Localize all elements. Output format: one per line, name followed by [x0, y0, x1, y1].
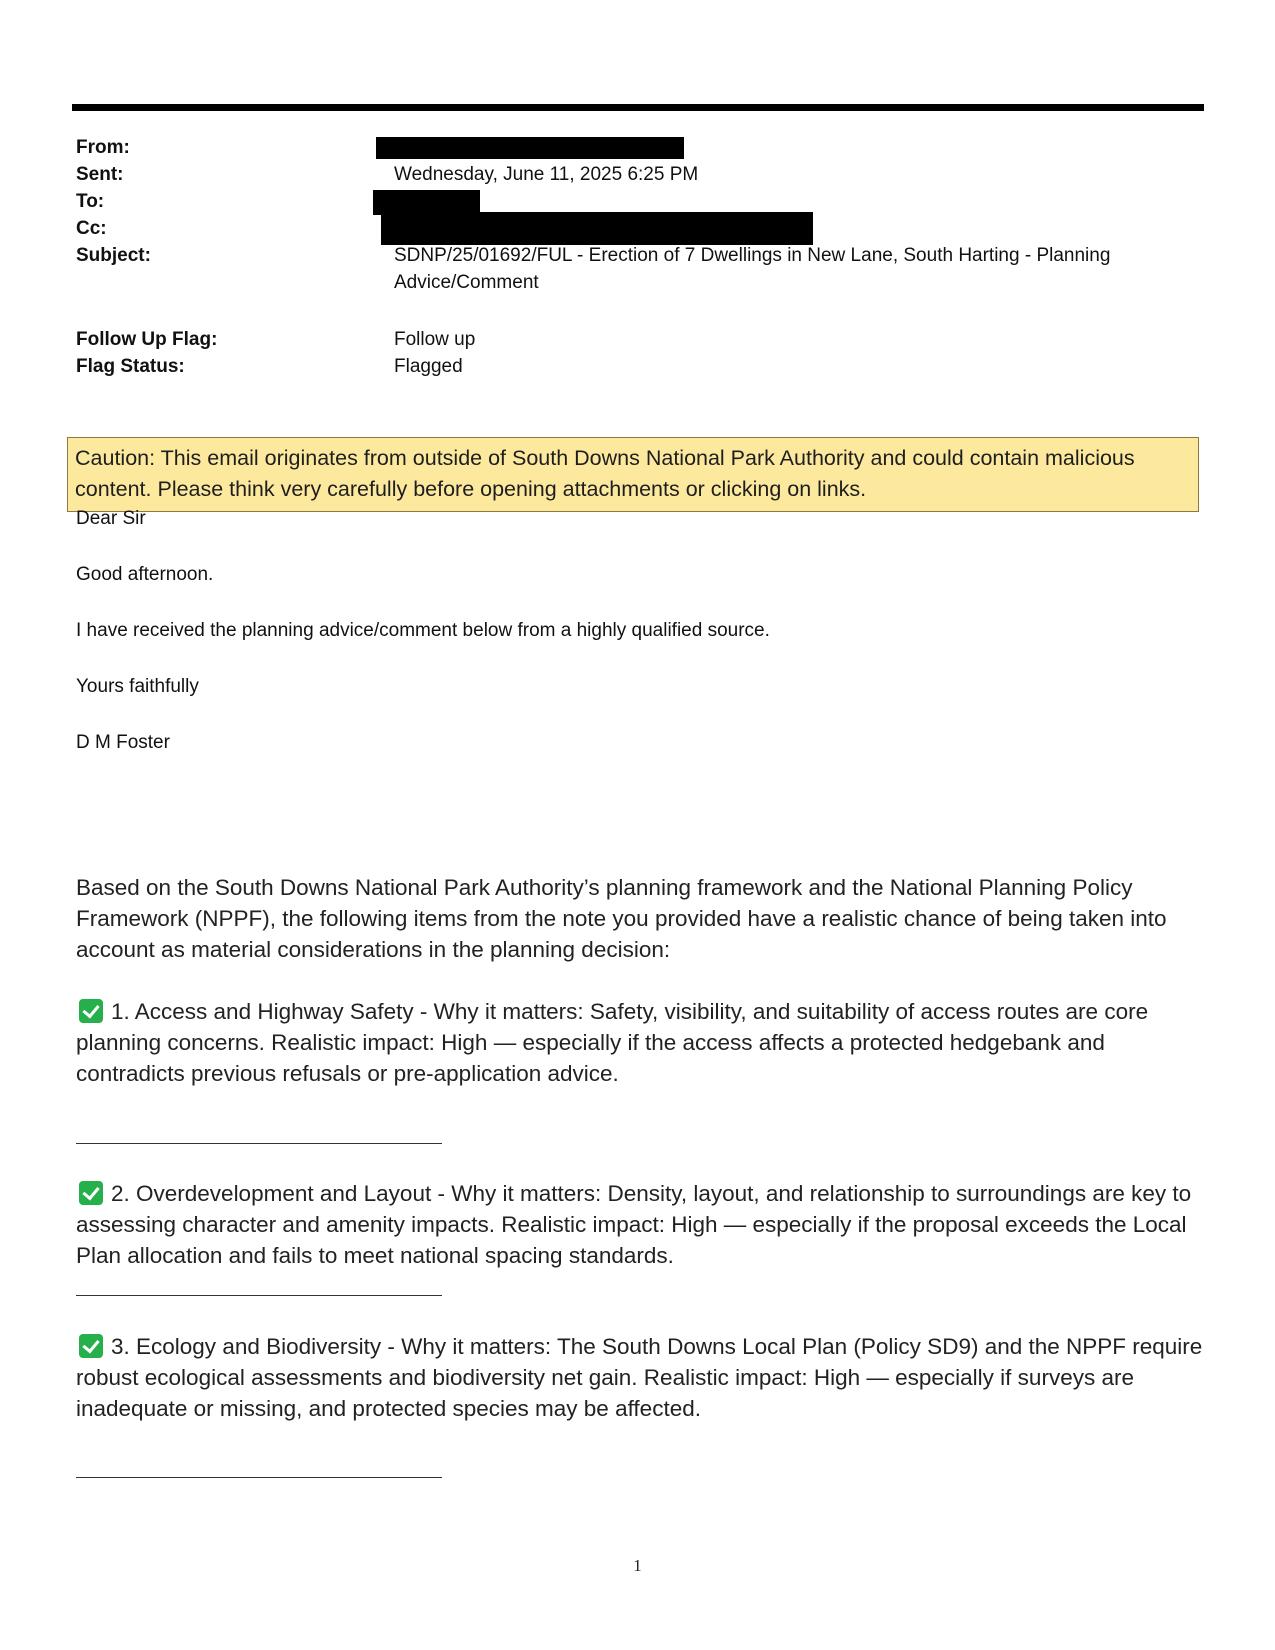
intro-line: I have received the planning advice/comment below from a highly qualified source.	[76, 620, 770, 641]
salutation: Dear Sir	[76, 508, 146, 529]
advice-item-1	[76, 996, 1208, 1089]
header-top-rule	[72, 104, 1204, 111]
sent-label: Sent:	[76, 164, 124, 185]
sent-value: Wednesday, June 11, 2025 6:25 PM	[394, 164, 699, 185]
external-email-caution-banner: Caution: This email originates from outside of South Downs National Park Authority and could contain malicious content. Please think very carefully before opening attachments or clicking on links.	[67, 437, 1199, 512]
separator-line	[76, 1477, 442, 1478]
to-label: To:	[76, 191, 105, 212]
sent-row	[76, 161, 1206, 188]
advice-item-2-text: 2. Overdevelopment and Layout - Why it matters: Density, layout, and relationship to surroundings are key to assessing character and amenity impacts. Realistic impact: High — especially if the proposal exceeds the Local Plan allocation and fails to meet national spacing standards.	[76, 1181, 1192, 1268]
from-label: From:	[76, 137, 130, 158]
follow-up-row	[76, 326, 1206, 353]
email-header	[76, 134, 1206, 380]
closing: Yours faithfully	[76, 676, 199, 697]
check-mark-icon	[79, 1334, 103, 1358]
check-mark-icon	[79, 999, 103, 1023]
cc-redaction	[381, 212, 813, 245]
follow-up-label: Follow Up Flag:	[76, 329, 218, 350]
advice-item-2	[76, 1178, 1208, 1271]
advice-intro: Based on the South Downs National Park Authority’s planning framework and the National Planning Policy Framework (NPPF), the following items from the note you provided have a realistic chance of being taken into account as material considerations in the planning decision:	[76, 875, 1167, 962]
flag-status-row	[76, 353, 1206, 380]
follow-up-value: Follow up	[394, 329, 476, 350]
signature: D M Foster	[76, 732, 170, 753]
separator-line	[76, 1295, 442, 1296]
greeting: Good afternoon.	[76, 564, 214, 585]
cc-label: Cc:	[76, 218, 107, 239]
flag-status-value: Flagged	[394, 356, 463, 377]
separator-line	[76, 1143, 442, 1144]
subject-label: Subject:	[76, 245, 151, 266]
advice-item-3-text: 3. Ecology and Biodiversity - Why it matters: The South Downs Local Plan (Policy SD9) and the NPPF require robust ecological assessments and biodiversity net gain. Realistic impact: High — especially if surveys are inadequate or missing, and protected species may be affected.	[76, 1334, 1203, 1421]
subject-row	[76, 242, 1206, 296]
advice-item-3	[76, 1331, 1208, 1424]
advice-item-1-text: 1. Access and Highway Safety - Why it matters: Safety, visibility, and suitability of access routes are core planning concerns. Realistic impact: High — especially if the access affects a protected hedgebank and contradicts previous refusals or pre-application advice.	[76, 999, 1149, 1086]
to-row	[76, 188, 1206, 215]
check-mark-icon	[79, 1181, 103, 1205]
from-redaction	[376, 137, 684, 159]
subject-value: SDNP/25/01692/FUL - Erection of 7 Dwellings in New Lane, South Harting - Planning Advice/Comment	[394, 245, 1111, 293]
flag-status-label: Flag Status:	[76, 356, 185, 377]
page-number: 1	[633, 1556, 642, 1575]
